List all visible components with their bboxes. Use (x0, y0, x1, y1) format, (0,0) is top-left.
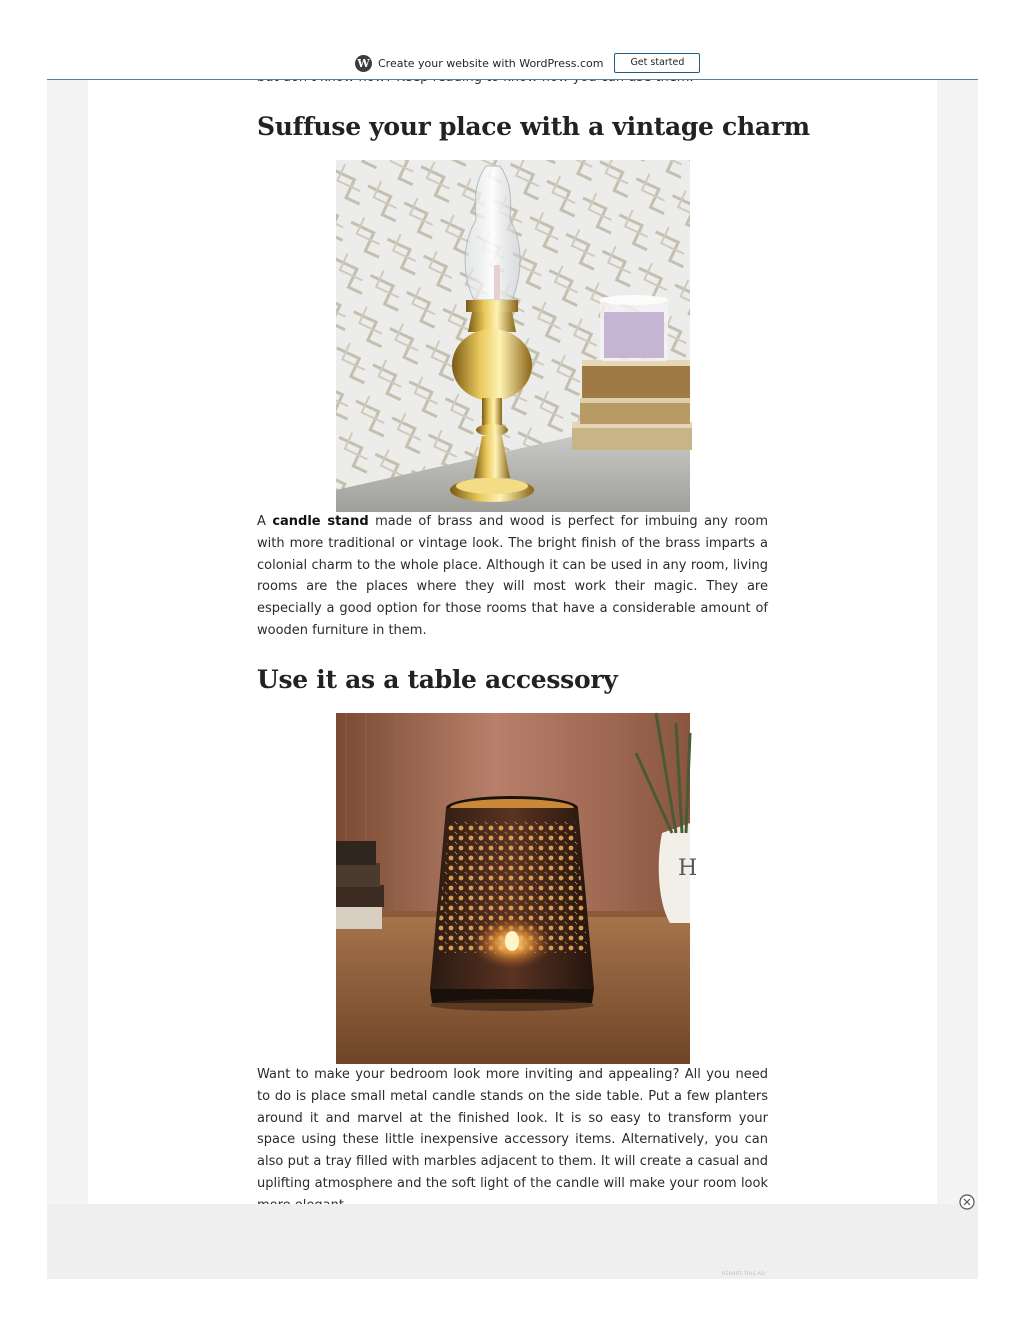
section-heading-table: Use it as a table accessory (257, 665, 618, 694)
candle-stand-keyword: candle stand (272, 514, 369, 529)
section-paragraph-table: Want to make your bedroom look more inviting and appealing? All you need to do is place small metal candle stands on the side table. Put a few planters around it and marvel at the finished look. It is so easy to transform your space using these little inexpensive accessory items. Alternatively, you can also put a tray filled with marbles adjacent to them. It will create a casual and uplifting atmosphere and the soft light of the candle will make your room look (257, 1067, 768, 1191)
report-ad-link[interactable]: REPORT THIS AD (722, 1272, 766, 1277)
ad-banner[interactable] (47, 1204, 978, 1279)
brass-oil-lamp-photo (336, 160, 690, 512)
svg-text:H: H (678, 856, 698, 881)
section-heading-vintage: Suffuse your place with a vintage charm (257, 112, 810, 141)
wordpress-promo-bar (47, 46, 978, 80)
metal-candle-lantern-photo (336, 713, 698, 1064)
get-started-button[interactable]: Get started (614, 53, 700, 73)
close-circle-icon[interactable] (959, 1194, 975, 1210)
section-paragraph-vintage: A candle stand made of brass and wood is perfect for imbuing any room with more traditional or vintage look. The bright finish of the brass imparts a colonial charm to the whole place. Although it can be used in any room, living rooms are the places where they will most work their magic. They are especially a good option for those rooms that have a considerable amount of wooden furniture in them. (257, 514, 769, 638)
article-content (88, 46, 937, 1204)
wordpress-promo-link[interactable]: Create your website with WordPress.com (378, 56, 604, 70)
page-frame (47, 46, 978, 1279)
wordpress-logo-icon[interactable]: W (355, 55, 372, 72)
